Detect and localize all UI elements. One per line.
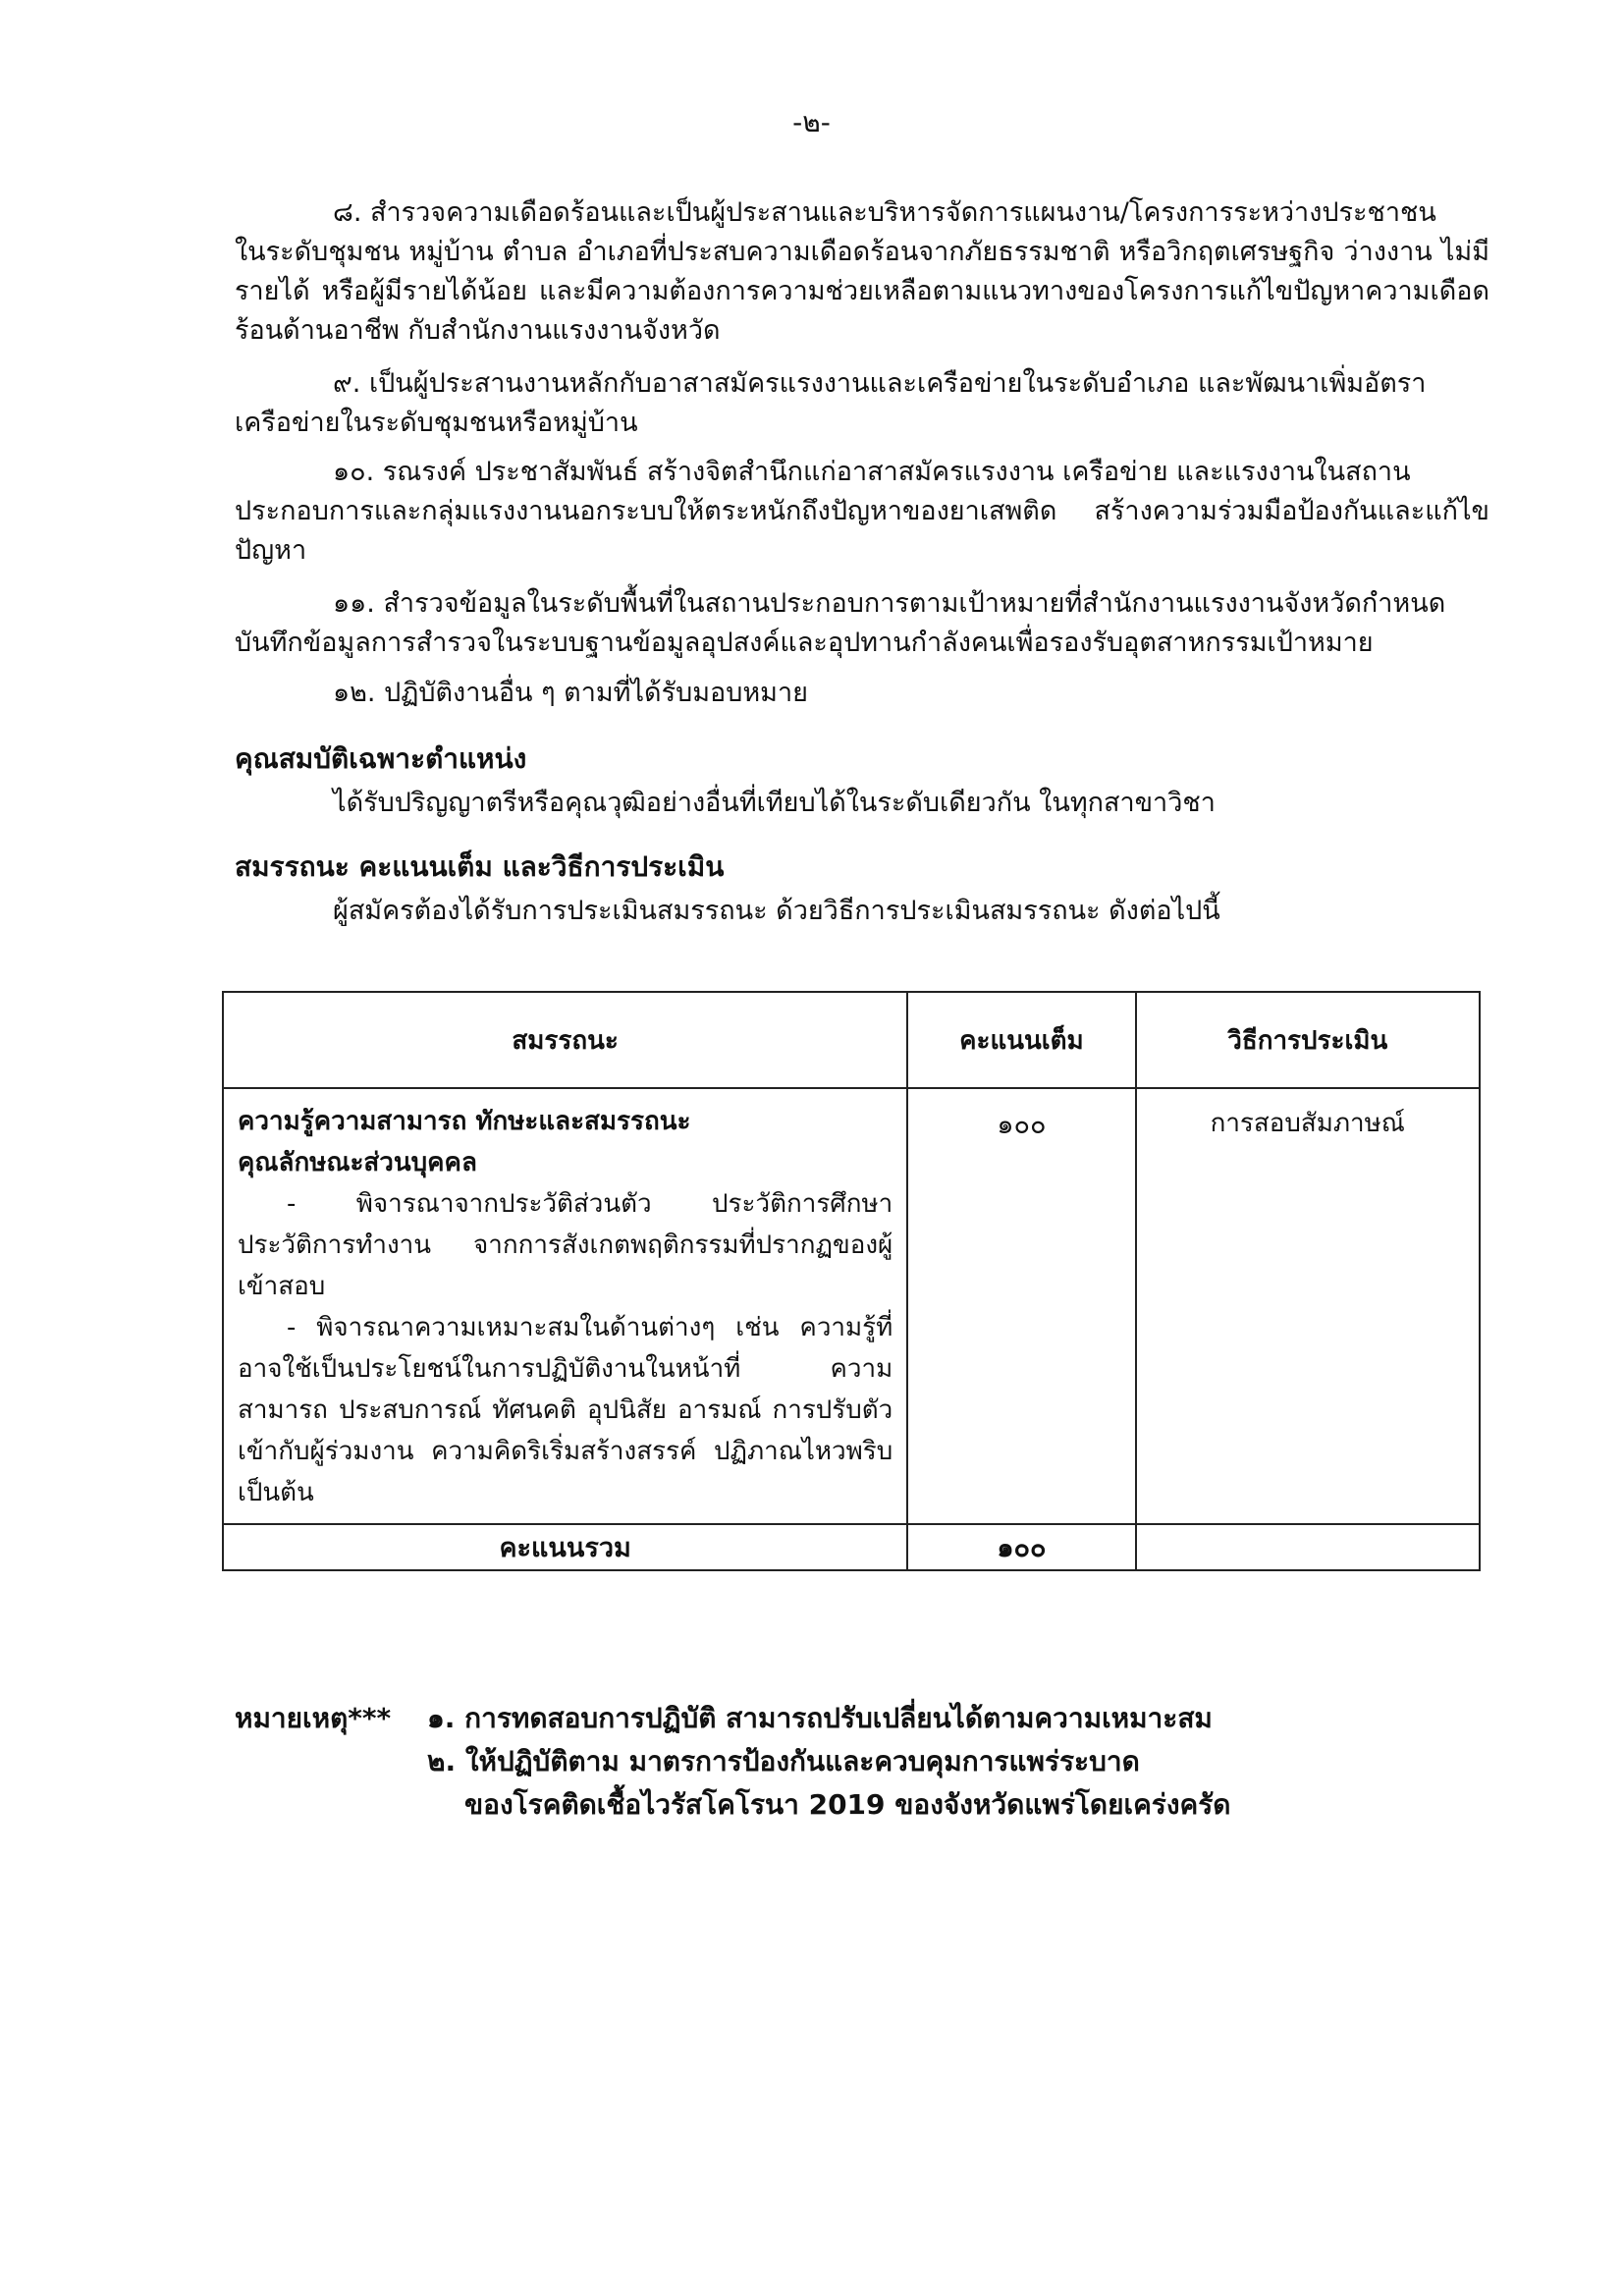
competency-title-line1: ความรู้ความสามารถ ทักษะและสมรรถนะ bbox=[238, 1107, 691, 1136]
duty-9-rest: เครือข่ายในระดับชุมชนหรือหมู่บ้าน bbox=[235, 408, 638, 438]
note-item-2-line2: ของโรคติดเชื้อไวรัสโคโรนา 2019 ของจังหวัดแพร่โดยเคร่งครัด bbox=[464, 1788, 1231, 1821]
qualification-text: ได้รับปริญญาตรีหรือคุณวุฒิอย่างอื่นที่เทียบได้ในระดับเดียวกัน ในทุกสาขาวิชา bbox=[333, 788, 1216, 818]
duty-12-first-line: ๑๒. ปฏิบัติงานอื่น ๆ ตามที่ได้รับมอบหมาย bbox=[333, 678, 808, 708]
total-method-empty bbox=[1136, 1524, 1480, 1570]
note-item-2-line1: ๒. ให้ปฏิบัติตาม มาตรการป้องกันและควบคุมการแพร่ระบาด bbox=[427, 1745, 1140, 1777]
total-label: คะแนนรวม bbox=[223, 1524, 907, 1570]
page-number: -๒- bbox=[792, 106, 831, 138]
total-score: ๑๐๐ bbox=[907, 1524, 1135, 1570]
competency-text: ผู้สมัครต้องได้รับการประเมินสมรรถนะ ด้วยวิธีการประเมินสมรรถนะ ดังต่อไปนี้ bbox=[333, 896, 1220, 926]
competency-heading: สมรรถนะ คะแนนเต็ม และวิธีการประเมิน bbox=[235, 850, 725, 883]
duty-10-rest: ประกอบการและกลุ่มแรงงานนอกระบบให้ตระหนักถึงปัญหาของยาเสพติด สร้างความร่วมมือป้องกันและแก้ไขปัญหา bbox=[235, 496, 1489, 566]
table-total-row bbox=[223, 1524, 1480, 1570]
duty-8-first-line: ๘. สำรวจความเดือดร้อนและเป็นผู้ประสานและบริหารจัดการแผนงาน/โครงการระหว่างประชาชน bbox=[333, 197, 1436, 228]
note-items bbox=[427, 1697, 1230, 1827]
method-cell: การสอบสัมภาษณ์ bbox=[1136, 1088, 1480, 1524]
duty-8-rest: ในระดับชุมชน หมู่บ้าน ตำบล อำเภอที่ประสบความเดือดร้อนจากภัยธรรมชาติ หรือวิกฤตเศรษฐกิจ ว่างงาน ไม่มีรายได้ หรือผู้มีรายได้น้อย และมีความต้องการความช่วยเหลือตามแนวทางของโครงการแก้ไขปัญหาความเดือดร้อนด้านอาชีพ กับสำนักงานแรงงานจังหวัด bbox=[235, 237, 1489, 346]
header-method: วิธีการประเมิน bbox=[1136, 992, 1480, 1088]
duty-11 bbox=[235, 584, 1489, 663]
header-full-score: คะแนนเต็ม bbox=[907, 992, 1135, 1088]
duty-9-first-line: ๙. เป็นผู้ประสานงานหลักกับอาสาสมัครแรงงานและเครือข่ายในระดับอำเภอ และพัฒนาเพิ่มอัตรา bbox=[333, 368, 1427, 399]
note-item-1: ๑. การทดสอบการปฏิบัติ สามารถปรับเปลี่ยนได้ตามความเหมาะสม bbox=[427, 1702, 1213, 1734]
qualification-heading: คุณสมบัติเฉพาะตำแหน่ง bbox=[235, 742, 527, 775]
criteria-bullet-1: - พิจารณาจากประวัติส่วนตัว ประวัติการศึกษา ประวัติการทำงาน จากการสังเกตพฤติกรรมที่ปรากฏของผู้เข้าสอบ bbox=[238, 1189, 893, 1301]
table-header-row bbox=[223, 992, 1480, 1088]
competency-table bbox=[222, 991, 1481, 1571]
competency-title-line2: คุณลักษณะส่วนบุคคล bbox=[238, 1148, 477, 1177]
duty-8 bbox=[235, 193, 1489, 351]
duty-10-first-line: ๑๐. รณรงค์ ประชาสัมพันธ์ สร้างจิตสำนึกแก่อาสาสมัครแรงงาน เครือข่าย และแรงงานในสถาน bbox=[333, 457, 1411, 487]
note-label: หมายเหตุ*** bbox=[235, 1702, 392, 1734]
duty-11-rest: บันทึกข้อมูลการสำรวจในระบบฐานข้อมูลอุปสงค์และอุปทานกำลังคนเพื่อรองรับอุตสาหกรรมเป้าหมาย bbox=[235, 628, 1374, 658]
duty-10 bbox=[235, 453, 1489, 571]
duty-12 bbox=[235, 674, 1489, 713]
duty-11-first-line: ๑๑. สำรวจข้อมูลในระดับพื้นที่ในสถานประกอบการตามเป้าหมายที่สำนักงานแรงงานจังหวัดกำหนด bbox=[333, 588, 1446, 619]
table-row bbox=[223, 1088, 1480, 1524]
duty-9 bbox=[235, 364, 1489, 443]
full-score-cell: ๑๐๐ bbox=[907, 1088, 1135, 1524]
criteria-bullet-2: - พิจารณาความเหมาะสมในด้านต่างๆ เช่น ความรู้ที่อาจใช้เป็นประโยชน์ในการปฏิบัติงานในหน้าที่ ความสามารถ ประสบการณ์ ทัศนคติ อุปนิสัย อารมณ์ การปรับตัวเข้ากับผู้ร่วมงาน ความคิดริเริ่มสร้างสรรค์ ปฏิภาณไหวพริบ เป็นต้น bbox=[238, 1313, 893, 1507]
competency-cell bbox=[223, 1088, 907, 1524]
header-competency: สมรรถนะ bbox=[223, 992, 907, 1088]
